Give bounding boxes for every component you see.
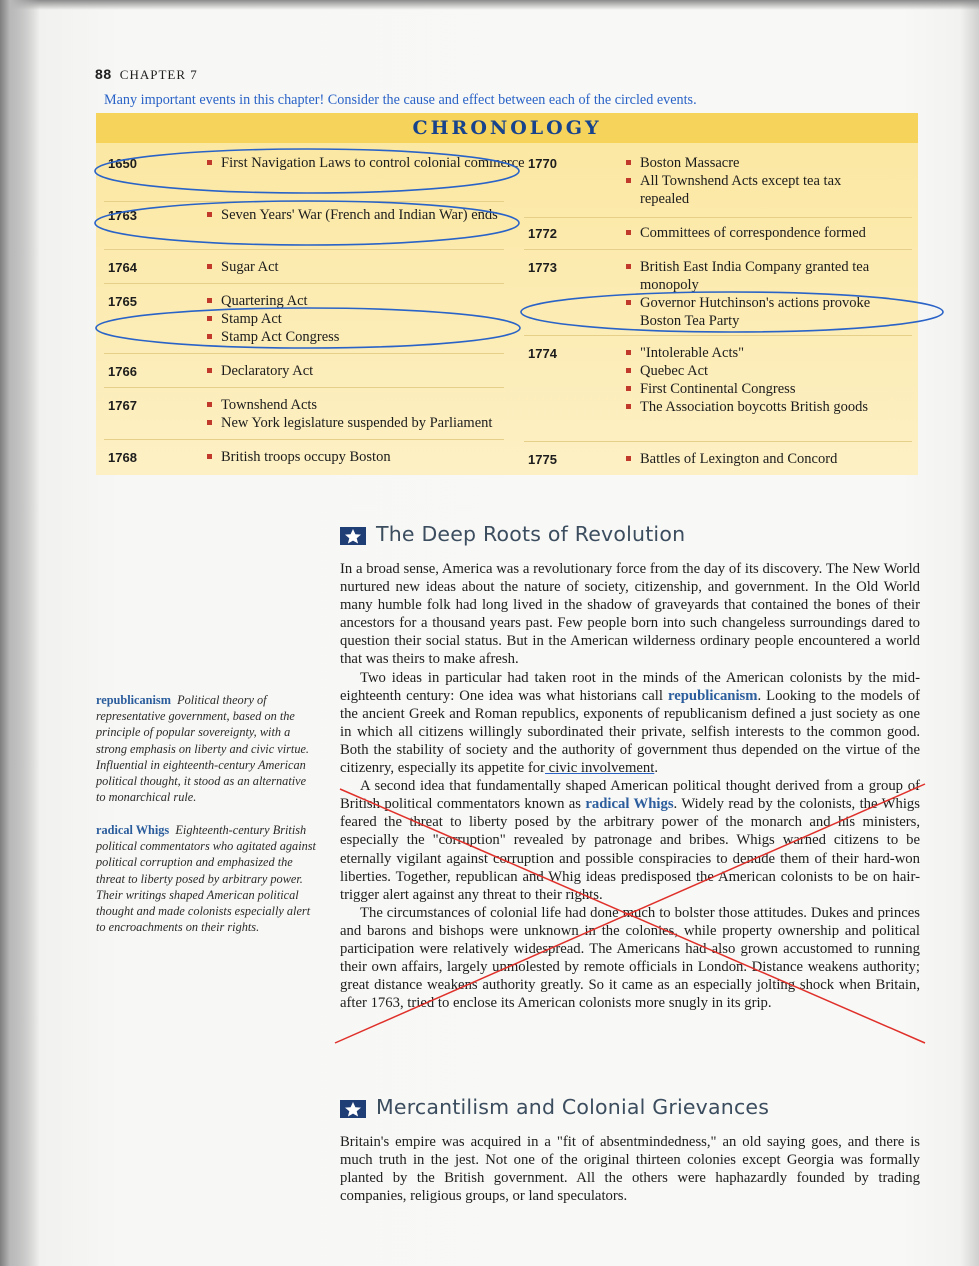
chronology-year: 1770 [528,156,557,171]
margin-definition: republicanism Political theory of representative government, based on the principle of popular sovereignty, with a strong emphasis on liberty and civic virtue. Influential in eighteenth-century American political thought, it stood as an alternative to monarchical rule. [96,693,309,805]
chronology-event: First Navigation Laws to control colonial commerce [221,154,525,172]
chronology-year: 1772 [528,226,557,241]
chronology-year: 1764 [108,260,137,275]
row-divider [104,353,504,354]
chronology-event: British troops occupy Boston [221,448,391,466]
handwritten-annotation-note: Many important events in this chapter! Consider the cause and effect between each of the circled events. [104,92,697,108]
row-divider [104,249,504,250]
chronology-event: Townshend Acts New York legislature suspended by Parliament [221,396,492,432]
star-icon [340,1100,366,1118]
chronology-year: 1763 [108,208,137,223]
underlined-phrase: civic involvement [545,760,655,777]
section-heading: Mercantilism and Colonial Grievances [376,1095,770,1119]
section-body [340,560,920,1012]
chronology-year: 1768 [108,450,137,465]
margin-term: radical Whigs [96,823,170,837]
row-divider [524,217,912,218]
row-divider [524,335,912,336]
chronology-year: 1650 [108,156,137,171]
page-header [95,66,198,84]
row-divider [104,283,504,284]
margin-definition: radical Whigs Eighteenth-century British political commentators who agitated against political corruption and emphasized the threat to liberty posed by arbitrary power. Their writings shaped American political thought and made colonists especially alert to encroachments on their rights. [96,823,316,935]
chronology-event: "Intolerable Acts" Quebec Act First Continental Congress The Association boycotts British goods [640,344,880,416]
chronology-title: CHRONOLOGY [96,113,918,143]
scan-top-shadow [0,0,979,10]
page-number: 88 [95,66,112,82]
chronology-event: British East India Company granted tea monopoly Governor Hutchinson's actions provoke Boston Tea Party [640,258,892,330]
chronology-year: 1767 [108,398,137,413]
chronology-year: 1765 [108,294,137,309]
chronology-event: Quartering Act Stamp Act Stamp Act Congress [221,292,339,346]
row-divider [104,439,504,440]
row-divider [524,249,912,250]
chronology-event: Boston Massacre All Townshend Acts except tea tax repealed [640,154,890,208]
chronology-year: 1773 [528,260,557,275]
chronology-event: Sugar Act [221,258,279,276]
paragraph: A second idea that fundamentally shaped American political thought derived from a group of British political commentators known as radical Whigs. Widely read by the colonists, the Whigs feared the threat to liberty posed by the arbitrary power of the monarch and his ministers, especially the "corruption" revealed by patronage and bribes. Whigs warned citizens to be eternally vigilant against corruption and possible conspiracies to denude them of their hard-won liberties. Together, republican and Whig ideas predisposed the American colonists to be on hair-trigger alert against any threat to their rights. [340,778,920,903]
chapter-label: CHAPTER 7 [119,67,198,82]
section-body [340,1133,920,1205]
section-heading: The Deep Roots of Revolution [376,522,686,546]
row-divider [104,387,504,388]
chronology-year: 1775 [528,452,557,467]
paragraph: In a broad sense, America was a revolutionary force from the day of its discovery. The New World nurtured new ideas about the nature of society, citizenship, and government. In the Old World many humble folk had long lived in the shadow of graveyards that contained the bones of their ancestors for a thousand years past. Few people born into such changeless surroundings dared to question their social status. But in the American wilderness ordinary people encountered a world that was theirs to make afresh. [340,561,920,668]
row-divider [104,201,504,202]
chronology-year: 1766 [108,364,137,379]
key-term: radical Whigs [585,796,674,813]
paragraph: Two ideas in particular had taken root in the minds of the American colonists by the mid-eighteenth century: One idea was what historians call republicanism. Looking to the models of the ancient Greek and Roman republics, exponents of republicanism defined a just society as one in which all citizens willingly subordinated their private, selfish interests to the common good. Both the stability of society and the authority of government thus depended on the virtue of the citizenry, especially its appetite for civic involvement. [340,669,920,777]
star-icon [340,527,366,545]
paragraph: Britain's empire was acquired in a "fit of absentmindedness," an old saying goes, and there is much truth in the jest. Not one of the original thirteen colonies except Georgia was formally planted by the British government. All the others were haphazardly founded by trading companies, religious groups, or land speculators. [340,1134,920,1205]
key-term: republicanism [667,687,758,704]
paragraph: The circumstances of colonial life had done much to bolster those attitudes. Dukes and princes and barons and bishops were unknown in the colonies, while property ownership and political participation were relatively widespread. The Americans had also grown accustomed to running their own affairs, largely unmolested by remote officials in London. Distance weakens authority; great distance weakens authority greatly. So it came as an especially jolting shock when Britain, after 1763, tried to enclose its American colonists more snugly in its grip. [340,904,920,1012]
chronology-event: Seven Years' War (French and Indian War) ends [221,206,498,224]
row-divider [524,441,912,442]
chronology-box [96,113,918,475]
chronology-year: 1774 [528,346,557,361]
chronology-event: Battles of Lexington and Concord [640,450,837,468]
margin-term: republicanism [96,693,171,707]
chronology-event: Declaratory Act [221,362,313,380]
chronology-event: Committees of correspondence formed [640,224,866,242]
scan-binding-shadow [0,0,40,1266]
